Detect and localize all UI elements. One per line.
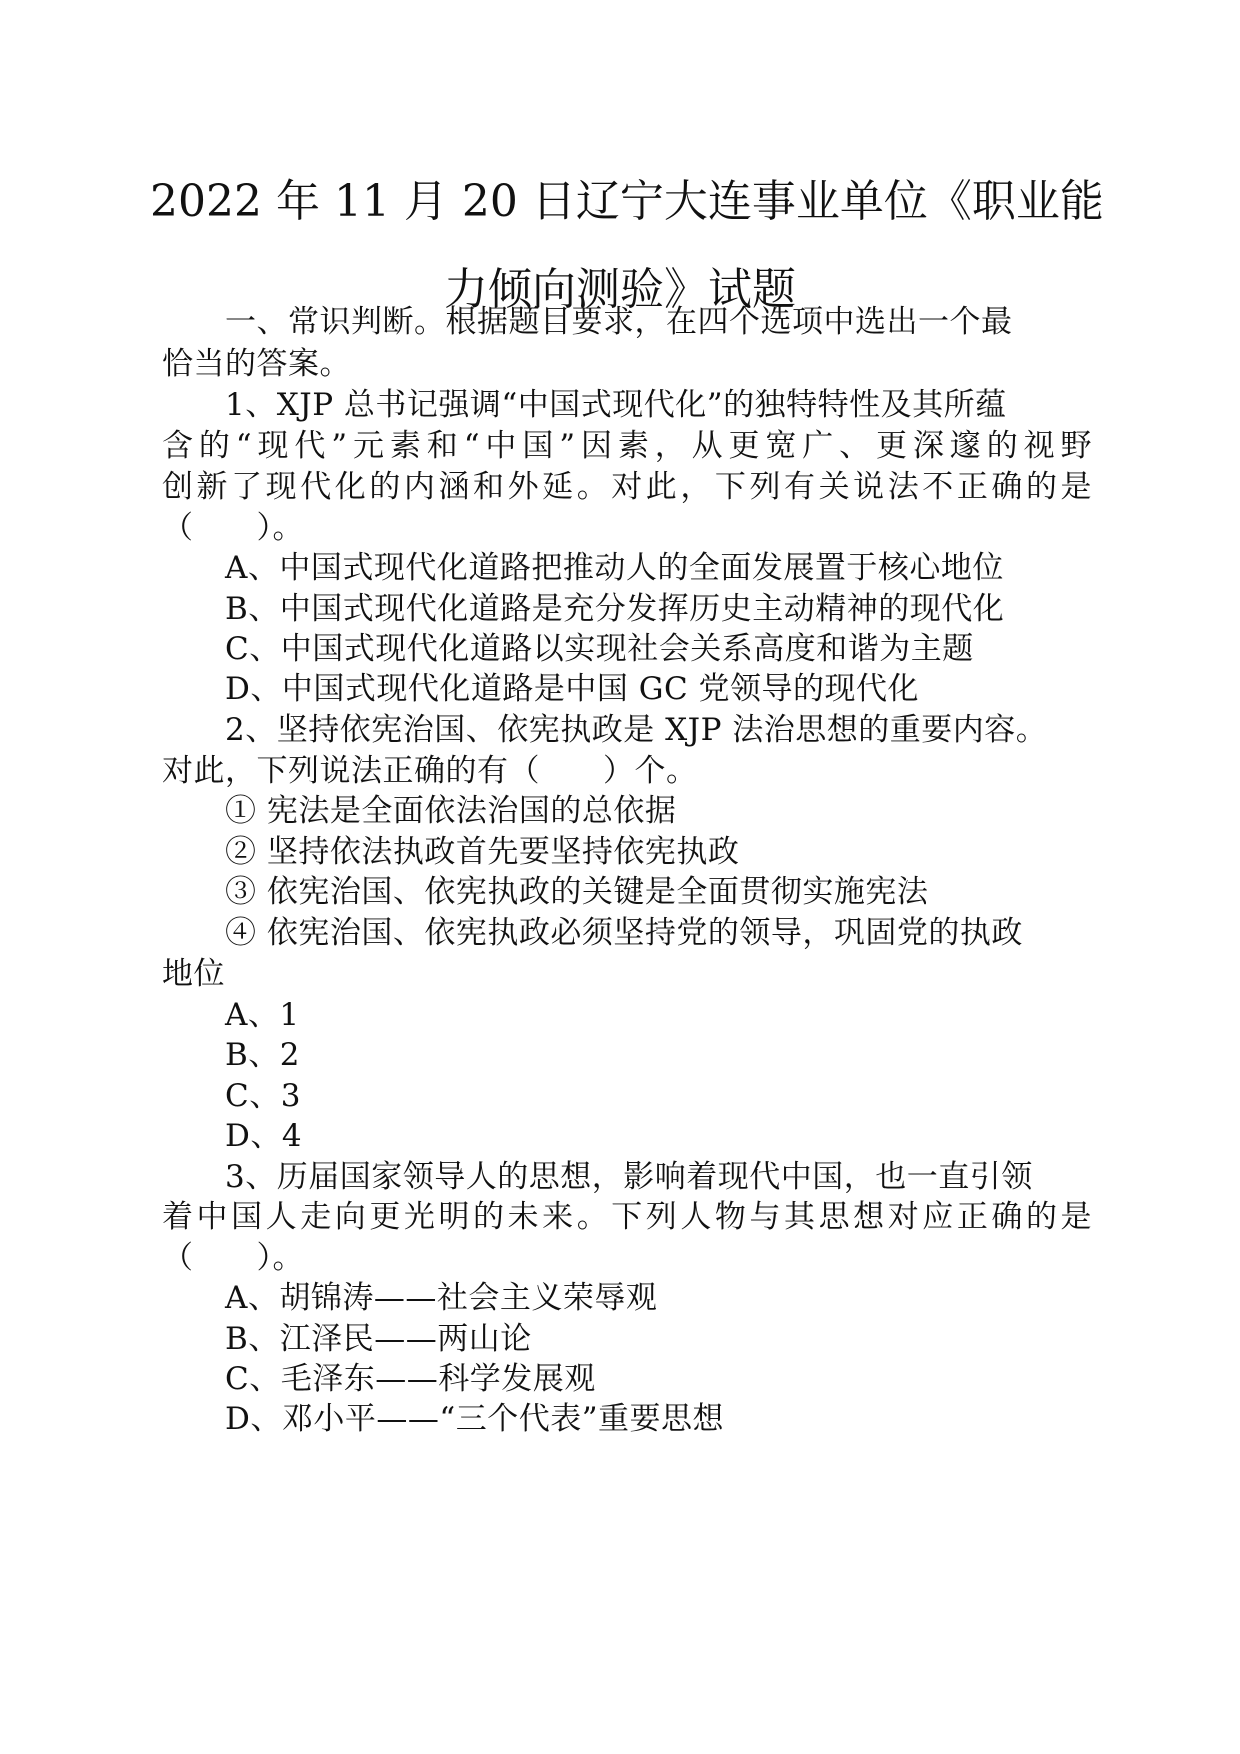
document-title-line-2: 力倾向测验》试题 <box>444 264 796 315</box>
question-2-item-4-line-2: 地位 <box>162 956 225 992</box>
question-1-line-4: （ ）。 <box>162 510 304 546</box>
question-1-option-b: B、中国式现代化道路是充分发挥历史主动精神的现代化 <box>225 591 1005 627</box>
question-3-line-2: 着中国人走向更光明的未来。下列人物与其思想对应正确的是 <box>162 1199 1092 1235</box>
question-3-option-b: B、江泽民——两山论 <box>225 1321 532 1357</box>
question-2-item-3: ③ 依宪治国、依宪执政的关键是全面贯彻实施宪法 <box>225 874 929 910</box>
question-1-line-1: 1、XJP 总书记强调“中国式现代化”的独特特性及其所蕴 <box>225 387 1007 423</box>
section-heading-line-2: 恰当的答案。 <box>162 346 351 382</box>
question-3-option-a: A、胡锦涛——社会主义荣辱观 <box>225 1280 658 1316</box>
question-2-item-1: ① 宪法是全面依法治国的总依据 <box>225 793 677 829</box>
question-3-option-d: D、邓小平——“三个代表”重要思想 <box>225 1401 725 1437</box>
question-2-option-d: D、4 <box>225 1118 303 1154</box>
question-2-option-b: B、2 <box>225 1037 301 1073</box>
question-3-line-1: 3、历届国家领导人的思想，影响着现代中国，也一直引领 <box>225 1159 1033 1195</box>
question-2-item-2: ② 坚持依法执政首先要坚持依宪执政 <box>225 834 740 870</box>
question-1-line-2: 含的“现代”元素和“中国”因素，从更宽广、更深邃的视野 <box>162 428 1092 464</box>
question-2-option-c: C、3 <box>225 1078 301 1114</box>
question-1-option-c: C、中国式现代化道路以实现社会关系高度和谐为主题 <box>225 631 974 667</box>
question-2-item-4-line-1: ④ 依宪治国、依宪执政必须坚持党的领导，巩固党的执政 <box>225 915 1023 951</box>
question-1-option-a: A、中国式现代化道路把推动人的全面发展置于核心地位 <box>225 550 1004 586</box>
question-1-line-3: 创新了现代化的内涵和外延。对此，下列有关说法不正确的是 <box>162 469 1092 505</box>
question-2-line-1: 2、坚持依宪治国、依宪执政是 XJP 法治思想的重要内容。 <box>225 712 1048 748</box>
question-3-option-c: C、毛泽东——科学发展观 <box>225 1361 596 1397</box>
question-2-option-a: A、1 <box>225 997 300 1033</box>
question-3-line-3: （ ）。 <box>162 1240 304 1276</box>
document-title-line-1: 2022 年 11 月 20 日辽宁大连事业单位《职业能 <box>150 176 1104 227</box>
question-1-option-d: D、中国式现代化道路是中国 GC 党领导的现代化 <box>225 671 920 707</box>
section-heading-line-1: 一、常识判断。根据题目要求，在四个选项中选出一个最 <box>225 304 1013 340</box>
question-2-line-2: 对此，下列说法正确的有（ ）个。 <box>162 753 698 789</box>
